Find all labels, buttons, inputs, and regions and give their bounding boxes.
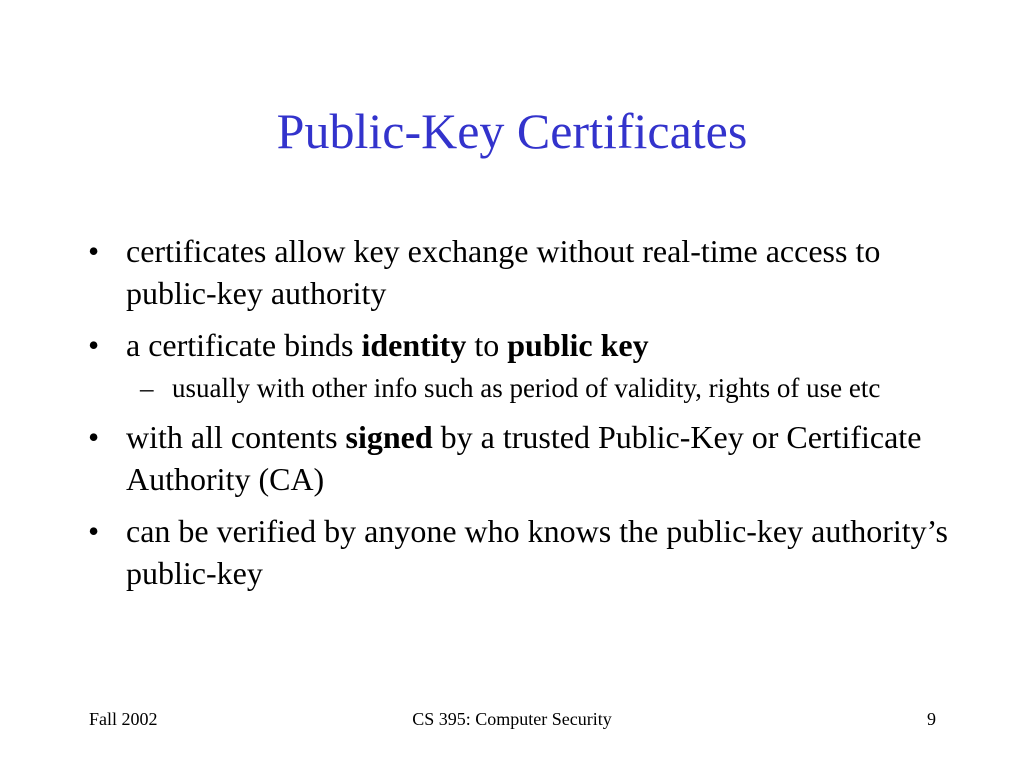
sub-bullet-list [126,370,962,406]
bullet-text-segment: to [466,327,508,363]
bullet-bold-term: identity [361,327,467,363]
bullet-text-segment: with all contents [126,419,346,455]
bullet-marker: • [88,233,100,269]
bullet-marker: • [88,419,100,455]
bullet-item [82,324,962,406]
bullet-marker: • [88,327,100,363]
bullet-item [82,510,962,594]
footer-course: CS 395: Computer Security [412,709,612,729]
sub-bullet-text: usually with other info such as period of validity, rights of use etc [172,373,881,403]
bullet-marker: • [88,513,100,549]
bullet-text: can be verified by anyone who knows the public-key authority’s public-key [126,513,948,591]
bullet-item [82,416,962,500]
slide-title: Public-Key Certificates [276,103,748,159]
page-number: 9 [927,709,936,729]
bullet-text-segment: by a trusted Public-Key or Certificate Authority (CA) [126,419,922,497]
bullet-text: certificates allow key exchange without real-time access to public-key authority [126,233,881,311]
footer-date: Fall 2002 [89,709,158,729]
bullet-bold-term: signed [345,419,433,455]
sub-bullet-marker: – [140,373,154,403]
bullet-bold-term: public key [507,327,649,363]
bullet-item [82,230,962,314]
sub-bullet-item [126,370,962,406]
bullet-list [82,230,962,604]
bullet-text-segment: a certificate binds [126,327,362,363]
